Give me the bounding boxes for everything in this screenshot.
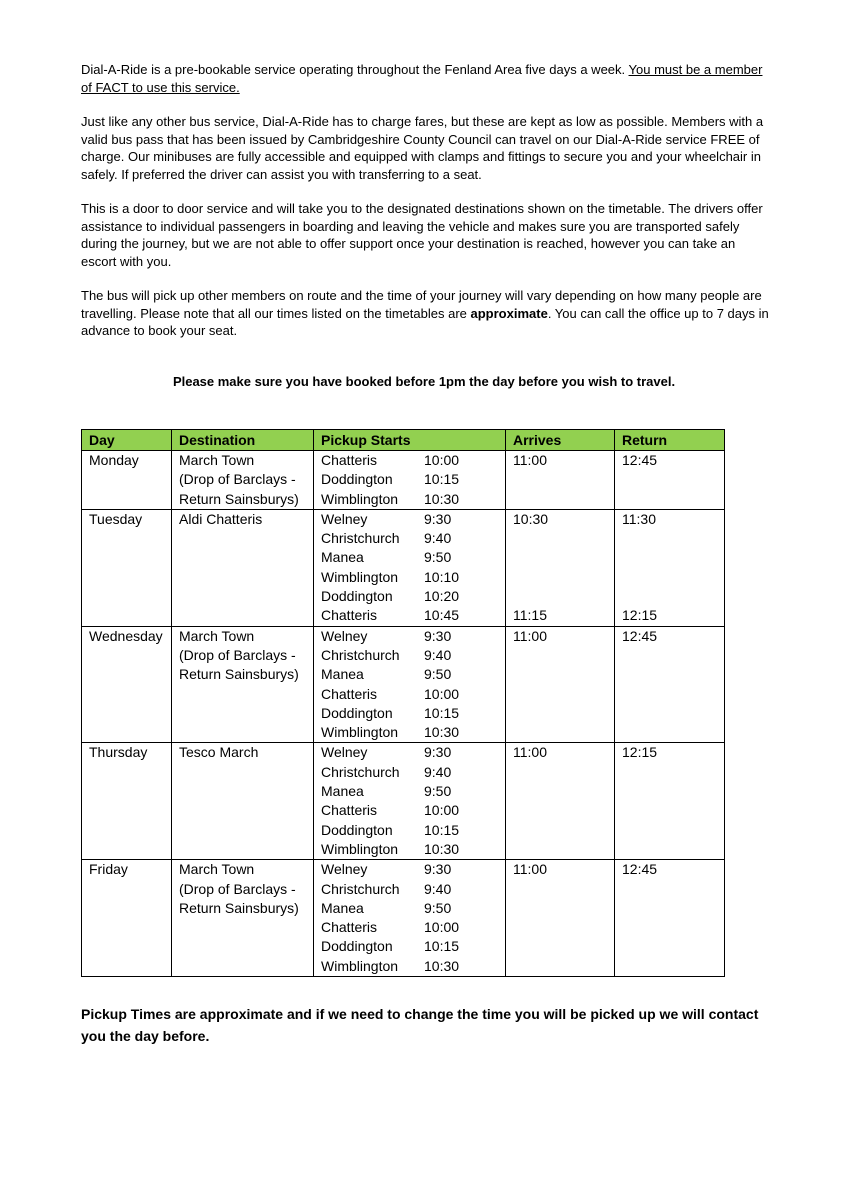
pickup-stop xyxy=(314,704,505,723)
return-cell xyxy=(615,509,725,626)
timetable-row xyxy=(82,451,725,510)
destination-cell xyxy=(172,509,314,626)
pickup-stop xyxy=(314,490,505,509)
pickup-stop xyxy=(314,821,505,840)
pickup-place: Wimblington xyxy=(321,957,399,974)
pickup-time: 10:30 xyxy=(424,490,460,507)
pickup-time: 10:10 xyxy=(424,568,460,585)
pickup-stop xyxy=(314,627,505,646)
pickup-time: 9:40 xyxy=(424,763,452,780)
pickup-time: 9:50 xyxy=(424,899,452,916)
pickup-stop xyxy=(314,918,505,937)
return-time: 12:45 xyxy=(622,452,658,468)
pickup-time: 10:30 xyxy=(424,840,460,857)
pickup-time: 9:50 xyxy=(424,549,452,566)
pickup-stop xyxy=(314,529,505,548)
pickup-time: 9:30 xyxy=(424,861,452,878)
destination-line: March Town xyxy=(179,861,255,878)
timetable-header-row xyxy=(82,430,725,451)
arrival-time: 11:00 xyxy=(513,861,547,878)
day-cell xyxy=(82,451,172,510)
pickup-place: Chatteris xyxy=(321,452,378,468)
destination-line: Return Sainsburys) xyxy=(179,666,299,683)
pickup-place: Chatteris xyxy=(321,919,378,936)
pickup-time: 9:40 xyxy=(424,530,452,547)
pickup-stop xyxy=(314,782,505,801)
arrives-cell xyxy=(506,626,615,743)
header-return: Return xyxy=(615,430,725,451)
intro-paragraph-4 xyxy=(81,287,771,340)
pickup-place: Christchurch xyxy=(321,880,400,897)
pickup-place: Chatteris xyxy=(321,607,378,624)
return-time: 12:15 xyxy=(622,607,658,624)
arrives-cell xyxy=(506,509,615,626)
arrival-time: 11:15 xyxy=(513,607,547,624)
arrival-time: 11:00 xyxy=(513,452,547,468)
pickup-time: 9:50 xyxy=(424,666,452,683)
pickup-time: 10:15 xyxy=(424,938,460,955)
pickup-cell xyxy=(314,509,506,626)
arrives-cell xyxy=(506,451,615,510)
pickup-place: Christchurch xyxy=(321,530,400,547)
pickup-time: 10:00 xyxy=(424,919,460,936)
arrival-time: 11:00 xyxy=(513,627,547,644)
arrives-cell xyxy=(506,860,615,977)
day-label: Friday xyxy=(89,861,128,878)
pickup-stop xyxy=(314,646,505,665)
return-time: 12:45 xyxy=(622,627,658,644)
pickup-place: Christchurch xyxy=(321,763,400,780)
timetable-row xyxy=(82,743,725,860)
day-label: Monday xyxy=(89,452,139,468)
pickup-stop xyxy=(314,548,505,567)
pickup-place: Doddington xyxy=(321,938,393,955)
timetable-row xyxy=(82,860,725,977)
pickup-stop xyxy=(314,723,505,742)
pickup-time: 10:15 xyxy=(424,821,460,838)
pickup-stop xyxy=(314,606,505,625)
membership-requirement: You must be a member of FACT to use this service. xyxy=(81,62,763,95)
pickup-cell xyxy=(314,451,506,510)
pickup-time: 9:40 xyxy=(424,646,452,663)
header-destination: Destination xyxy=(172,430,314,451)
pickup-place: Manea xyxy=(321,899,364,916)
timetable xyxy=(81,429,725,977)
arrival-time: 11:00 xyxy=(513,744,547,761)
timetable-row xyxy=(82,626,725,743)
return-time: 12:45 xyxy=(622,861,658,878)
pickup-place: Welney xyxy=(321,744,368,761)
pickup-time: 9:50 xyxy=(424,783,452,800)
intro-p4-before: The bus will pick up other members on route and the time of your journey will vary depending on how many people are travelling. Please note that all our times listed on the timetables are xyxy=(81,288,762,321)
pickup-stop xyxy=(314,743,505,762)
destination-cell xyxy=(172,860,314,977)
pickup-place: Chatteris xyxy=(321,685,378,702)
pickup-time: 10:30 xyxy=(424,724,460,741)
destination-line: March Town xyxy=(179,452,255,468)
booking-notice: Please make sure you have booked before 1pm the day before you wish to travel. xyxy=(172,374,676,389)
pickup-time: 10:15 xyxy=(424,471,460,488)
return-cell xyxy=(615,743,725,860)
pickup-time: 10:00 xyxy=(424,802,460,819)
return-cell xyxy=(615,626,725,743)
pickup-stop xyxy=(314,880,505,899)
day-label: Tuesday xyxy=(89,510,143,527)
pickup-stop xyxy=(314,587,505,606)
arrival-time: 10:30 xyxy=(513,510,549,527)
pickup-place: Christchurch xyxy=(321,646,400,663)
destination-cell xyxy=(172,451,314,510)
pickup-place: Welney xyxy=(321,627,368,644)
intro-p4-bold: approximate xyxy=(470,305,548,321)
destination-cell xyxy=(172,743,314,860)
pickup-time: 9:40 xyxy=(424,880,452,897)
pickup-time: 9:30 xyxy=(424,744,452,761)
destination-line: Return Sainsburys) xyxy=(179,490,299,507)
footer-note: Pickup Times are approximate and if we need to change the time you will be picked up we will contact you the day before. xyxy=(81,1006,759,1044)
pickup-stop xyxy=(314,685,505,704)
pickup-time: 9:30 xyxy=(424,627,452,644)
arrives-cell xyxy=(506,743,615,860)
pickup-cell xyxy=(314,743,506,860)
pickup-place: Wimblington xyxy=(321,490,399,507)
pickup-stop xyxy=(314,451,505,470)
pickup-stop xyxy=(314,568,505,587)
intro-paragraph-3: This is a door to door service and will take you to the designated destinations shown on the timetable. The drivers offer assistance to individual passengers in boarding and leaving the vehicle and makes sure you are transported safely during the journey, but we are not able to offer support once your destination is reached, however you can take an escort with you. xyxy=(81,201,763,269)
pickup-place: Manea xyxy=(321,783,364,800)
pickup-place: Welney xyxy=(321,861,368,878)
destination-cell xyxy=(172,626,314,743)
pickup-stop xyxy=(314,665,505,684)
pickup-place: Doddington xyxy=(321,588,393,605)
header-arrives: Arrives xyxy=(506,430,615,451)
pickup-stop xyxy=(314,763,505,782)
pickup-place: Welney xyxy=(321,510,368,527)
header-pickup-starts: Pickup Starts xyxy=(314,430,506,451)
intro-paragraph-2: Just like any other bus service, Dial-A-Ride has to charge fares, but these are kept as low as possible. Members with a valid bus pass that has been issued by Cambridgeshire County Council can travel on our Dial-A-Ride service FREE of charge. Our minibuses are fully accessible and equipped with clamps and fittings to secure you and your wheelchair in safely. If preferred the driver can assist you with transferring to a seat. xyxy=(81,114,764,182)
timetable-row xyxy=(82,509,725,626)
intro-p4-after: . You can call the office up to 7 days in advance to book your seat. xyxy=(81,305,769,338)
day-cell xyxy=(82,743,172,860)
pickup-time: 10:15 xyxy=(424,704,460,721)
pickup-stop xyxy=(314,840,505,859)
pickup-stop xyxy=(314,470,505,489)
pickup-place: Doddington xyxy=(321,821,393,838)
pickup-cell xyxy=(314,626,506,743)
destination-line: (Drop of Barclays - xyxy=(179,880,296,897)
pickup-stop xyxy=(314,510,505,529)
intro-p1-text: Dial-A-Ride is a pre-bookable service operating throughout the Fenland Area five days a week. xyxy=(81,62,629,77)
return-time: 11:30 xyxy=(622,510,656,527)
return-cell xyxy=(615,860,725,977)
pickup-time: 10:20 xyxy=(424,588,460,605)
destination-line: Aldi Chatteris xyxy=(179,510,263,527)
timetable-body xyxy=(82,451,725,977)
header-day: Day xyxy=(82,430,172,451)
pickup-place: Doddington xyxy=(321,704,393,721)
pickup-place: Wimblington xyxy=(321,568,399,585)
pickup-time: 10:45 xyxy=(424,607,460,624)
destination-line: March Town xyxy=(179,627,255,644)
pickup-stop xyxy=(314,937,505,956)
day-label: Wednesday xyxy=(89,627,163,644)
destination-line: (Drop of Barclays - xyxy=(179,646,296,663)
intro-paragraph-1 xyxy=(81,61,771,96)
intro-section xyxy=(81,61,771,357)
day-label: Thursday xyxy=(89,744,148,761)
return-time: 12:15 xyxy=(622,744,658,761)
pickup-time: 10:00 xyxy=(424,452,460,468)
pickup-stop xyxy=(314,801,505,820)
destination-line: Return Sainsburys) xyxy=(179,899,299,916)
return-cell xyxy=(615,451,725,510)
pickup-place: Manea xyxy=(321,666,364,683)
pickup-place: Manea xyxy=(321,549,364,566)
pickup-time: 10:30 xyxy=(424,957,460,974)
pickup-place: Doddington xyxy=(321,471,393,488)
destination-line: Tesco March xyxy=(179,744,259,761)
pickup-place: Wimblington xyxy=(321,724,399,741)
pickup-time: 9:30 xyxy=(424,510,452,527)
day-cell xyxy=(82,626,172,743)
pickup-stop xyxy=(314,860,505,879)
day-cell xyxy=(82,860,172,977)
pickup-time: 10:00 xyxy=(424,685,460,702)
pickup-cell xyxy=(314,860,506,977)
pickup-place: Chatteris xyxy=(321,802,378,819)
destination-line: (Drop of Barclays - xyxy=(179,471,296,488)
pickup-stop xyxy=(314,957,505,976)
pickup-stop xyxy=(314,899,505,918)
day-cell xyxy=(82,509,172,626)
pickup-place: Wimblington xyxy=(321,840,399,857)
